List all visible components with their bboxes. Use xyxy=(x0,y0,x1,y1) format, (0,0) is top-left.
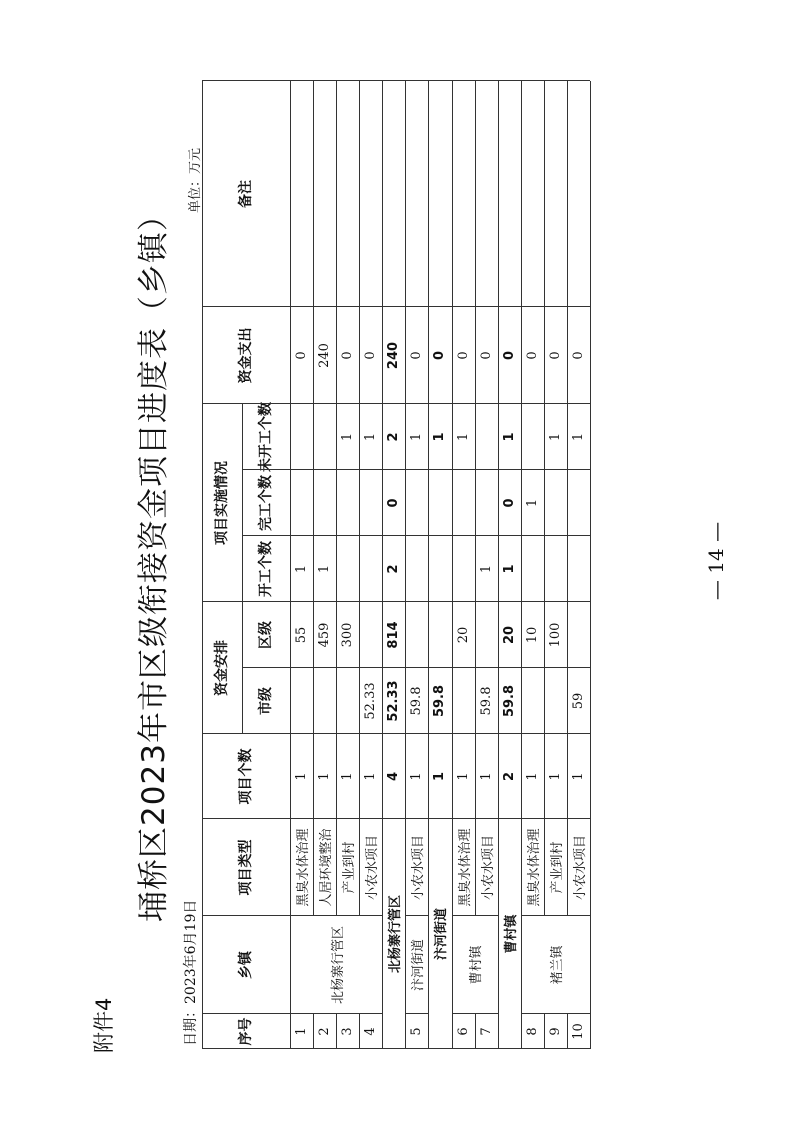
cell-completed xyxy=(405,470,428,536)
cell-not-started: 1 xyxy=(432,432,448,442)
cell-district xyxy=(405,602,428,668)
cell-count: 1 xyxy=(524,772,540,781)
cell-count: 1 xyxy=(455,772,471,781)
cell-district: 10 xyxy=(524,626,540,644)
cell-district: 459 xyxy=(317,622,333,648)
cell-district xyxy=(567,602,590,668)
cell-started xyxy=(336,536,359,602)
cell-completed: 0 xyxy=(501,498,517,508)
subtotal-label: 北杨寨行管区 xyxy=(388,895,404,974)
row-no: 4 xyxy=(363,1027,379,1036)
row-no: 5 xyxy=(409,1027,425,1036)
cell-count: 2 xyxy=(501,771,517,782)
row-type: 小农水项目 xyxy=(365,835,381,901)
col-divider xyxy=(202,1013,290,1014)
cell-count: 1 xyxy=(340,772,356,781)
subtotal-label: 汴河街道 xyxy=(434,908,450,961)
cell-expenditure: 0 xyxy=(570,351,586,360)
cell-completed xyxy=(567,470,590,536)
cell-started: 1 xyxy=(294,564,310,574)
cell-district xyxy=(475,602,498,668)
cell-city xyxy=(313,668,336,734)
cell-started xyxy=(544,536,567,602)
cell-not-started xyxy=(313,404,336,470)
cell-expenditure: 0 xyxy=(363,351,379,360)
cell-expenditure: 0 xyxy=(478,351,494,360)
cell-not-started: 1 xyxy=(409,432,425,442)
row-no: 8 xyxy=(524,1027,540,1036)
cell-not-started: 1 xyxy=(547,432,563,442)
row-type: 人居环境整治 xyxy=(319,828,335,907)
header-implementation: 项目实施情况 xyxy=(213,461,230,545)
header-district: 区级 xyxy=(257,621,274,649)
cell-count: 1 xyxy=(294,772,310,781)
cell-district xyxy=(359,602,382,668)
row-type: 产业到村 xyxy=(549,841,565,894)
cell-remark xyxy=(475,81,498,307)
attachment-label: 附件4 xyxy=(92,997,116,1053)
cell-city: 59.8 xyxy=(432,684,448,718)
row-type: 黑臭水体治理 xyxy=(526,828,542,907)
row-type: 小农水项目 xyxy=(411,835,427,901)
cell-remark xyxy=(313,81,336,307)
header-funding: 资金安排 xyxy=(213,640,230,696)
cell-expenditure: 240 xyxy=(317,343,333,368)
cell-remark xyxy=(336,81,359,307)
cell-started xyxy=(359,536,382,602)
date-label: 日期：2023年6月19日 xyxy=(183,899,199,1046)
cell-started: 1 xyxy=(501,564,517,574)
row-no: 3 xyxy=(340,1027,356,1036)
cell-started: 1 xyxy=(478,564,494,574)
cell-not-started: 2 xyxy=(386,432,402,442)
header-city: 市级 xyxy=(257,687,274,715)
cell-completed xyxy=(544,470,567,536)
cell-started xyxy=(405,536,428,602)
cell-not-started: 1 xyxy=(455,432,471,442)
cell-remark xyxy=(498,81,521,307)
cell-started: 1 xyxy=(317,564,333,574)
cell-expenditure: 240 xyxy=(386,341,402,370)
cell-city: 59.8 xyxy=(478,686,494,716)
cell-count: 4 xyxy=(386,771,402,782)
table-border-bottom xyxy=(590,81,591,1049)
cell-remark xyxy=(382,81,405,307)
cell-city xyxy=(452,668,475,734)
cell-count: 1 xyxy=(570,772,586,781)
cell-completed xyxy=(313,470,336,536)
cell-district: 814 xyxy=(386,621,402,649)
cell-district: 20 xyxy=(501,625,517,645)
cell-completed xyxy=(336,470,359,536)
row-type: 黑臭水体治理 xyxy=(296,828,312,907)
header-remark: 备注 xyxy=(237,180,254,208)
cell-remark xyxy=(359,81,382,307)
cell-city: 59.8 xyxy=(409,686,425,716)
cell-not-started: 1 xyxy=(363,432,379,442)
cell-expenditure: 0 xyxy=(432,350,448,361)
cell-completed xyxy=(359,470,382,536)
cell-started xyxy=(567,536,590,602)
cell-expenditure: 0 xyxy=(409,351,425,360)
cell-expenditure: 0 xyxy=(455,351,471,360)
town-cell: 北杨寨行管区 xyxy=(330,926,346,1005)
cell-expenditure: 0 xyxy=(294,351,310,360)
row-no: 1 xyxy=(294,1027,310,1036)
cell-district: 300 xyxy=(340,622,356,648)
cell-city xyxy=(521,668,544,734)
header-completed: 完工个数 xyxy=(257,475,274,531)
cell-remark xyxy=(567,81,590,307)
cell-count: 1 xyxy=(363,772,379,781)
cell-completed xyxy=(475,470,498,536)
cell-city xyxy=(336,668,359,734)
cell-count: 1 xyxy=(317,772,333,781)
page-title: 埇桥区2023年市区级衔接资金项目进度表（乡镇） xyxy=(136,199,172,922)
cell-started xyxy=(452,536,475,602)
town-cell: 曹村镇 xyxy=(469,945,485,985)
cell-completed xyxy=(452,470,475,536)
cell-not-started xyxy=(521,404,544,470)
cell-district xyxy=(428,602,451,668)
cell-started: 2 xyxy=(386,564,402,574)
cell-district: 55 xyxy=(294,626,310,644)
cell-not-started: 1 xyxy=(340,432,356,442)
cell-remark xyxy=(290,81,313,307)
cell-city: 52.33 xyxy=(386,680,402,722)
town-cell: 褚兰镇 xyxy=(549,945,565,985)
cell-not-started: 1 xyxy=(501,432,517,442)
cell-count: 1 xyxy=(409,772,425,781)
cell-completed: 0 xyxy=(386,498,402,508)
cell-expenditure: 0 xyxy=(524,351,540,360)
cell-not-started xyxy=(290,404,313,470)
cell-city: 59.8 xyxy=(501,684,517,718)
cell-started xyxy=(521,536,544,602)
cell-remark xyxy=(428,81,451,307)
cell-remark xyxy=(544,81,567,307)
header-started: 开工个数 xyxy=(257,541,274,597)
cell-city xyxy=(544,668,567,734)
row-no: 7 xyxy=(478,1027,494,1036)
cell-completed xyxy=(428,470,451,536)
cell-city: 59 xyxy=(570,692,586,710)
cell-remark xyxy=(452,81,475,307)
cell-completed xyxy=(290,470,313,536)
header-not-started: 未开工个数 xyxy=(257,402,274,472)
cell-remark xyxy=(405,81,428,307)
cell-district: 20 xyxy=(455,626,471,644)
header-count: 项目个数 xyxy=(237,748,254,805)
subtotal-label: 曹村镇 xyxy=(503,914,519,954)
row-type: 产业到村 xyxy=(342,841,358,894)
cell-not-started: 1 xyxy=(570,432,586,442)
row-type: 黑臭水体治理 xyxy=(457,828,473,907)
header-no: 序号 xyxy=(237,1017,254,1046)
cell-completed: 1 xyxy=(524,498,540,508)
cell-count: 1 xyxy=(432,771,448,782)
cell-expenditure: 0 xyxy=(547,351,563,360)
header-type: 项目类型 xyxy=(237,839,254,896)
cell-started xyxy=(428,536,451,602)
col-divider xyxy=(202,915,290,916)
cell-city: 52.33 xyxy=(363,682,379,720)
row-type: 小农水项目 xyxy=(572,835,588,901)
row-no: 10 xyxy=(570,1023,586,1040)
cell-count: 1 xyxy=(478,772,494,781)
row-no: 6 xyxy=(455,1027,471,1036)
cell-count: 1 xyxy=(547,772,563,781)
cell-not-started xyxy=(475,404,498,470)
unit-label: 单位：万元 xyxy=(188,147,203,213)
town-cell: 汴河街道 xyxy=(411,939,427,992)
cell-district: 100 xyxy=(547,622,563,648)
row-no: 9 xyxy=(547,1027,563,1036)
cell-city xyxy=(290,668,313,734)
header-expenditure: 资金支出 xyxy=(237,327,254,384)
row-type: 小农水项目 xyxy=(480,835,496,901)
header-town: 乡镇 xyxy=(237,951,254,979)
cell-remark xyxy=(521,81,544,307)
cell-expenditure: 0 xyxy=(340,351,356,360)
page-number: — 14 — xyxy=(704,521,728,601)
progress-table xyxy=(202,81,590,1049)
row-no: 2 xyxy=(317,1027,333,1036)
cell-expenditure: 0 xyxy=(501,350,517,361)
